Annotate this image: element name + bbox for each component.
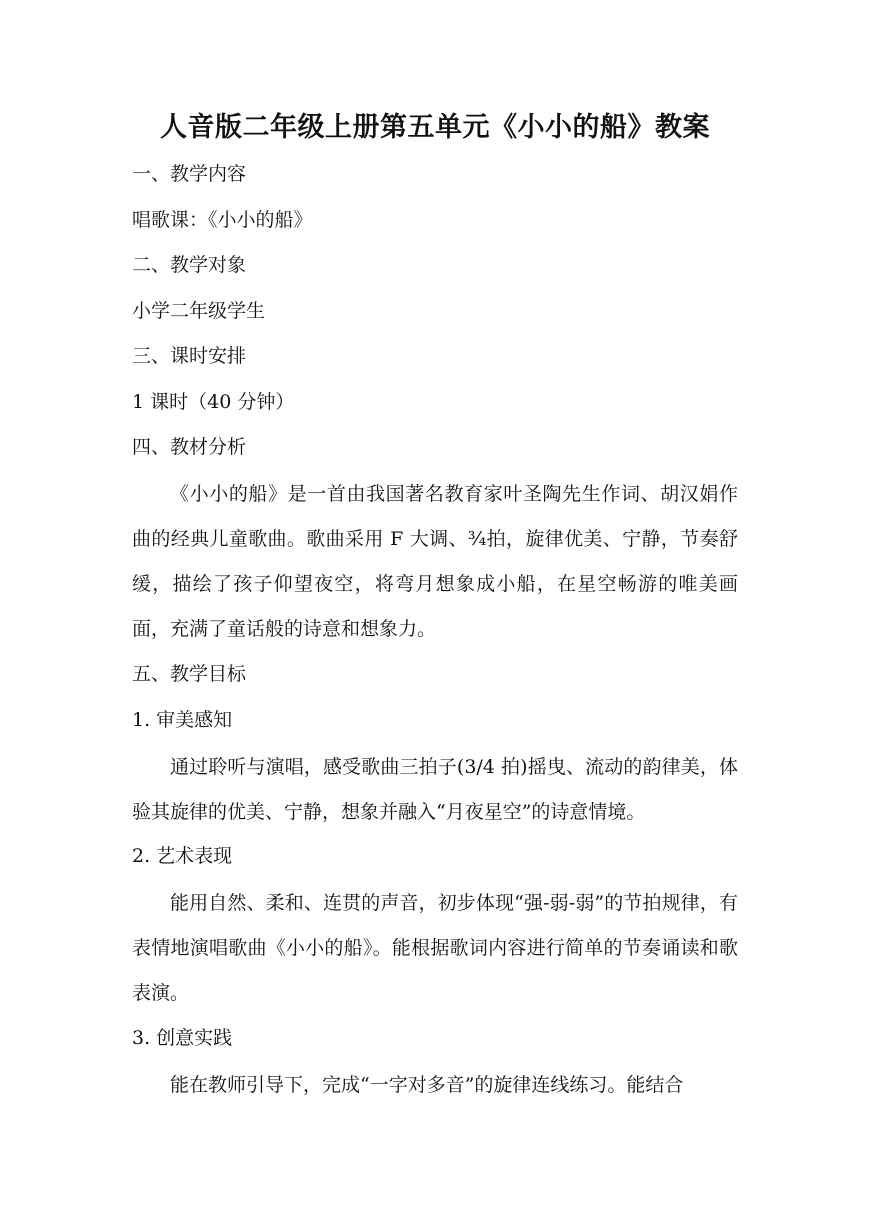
goal-paragraph-expression: 能用自然、柔和、连贯的声音，初步体现“强-弱-弱”的节拍规律，有表情地演唱歌曲《小小的船》。能根据歌词内容进行简单的节奏诵读和歌表演。 — [132, 892, 738, 1004]
section-heading-goals: 五、教学目标 — [132, 663, 247, 685]
section-heading-audience: 二、教学对象 — [132, 254, 247, 276]
goal-heading-creative: 3. 创意实践 — [132, 1027, 233, 1049]
section-heading-analysis: 四、教材分析 — [132, 436, 247, 458]
goal-heading-aesthetic: 1. 审美感知 — [132, 709, 233, 731]
section-heading-schedule: 三、课时安排 — [132, 345, 247, 367]
goal-heading-expression: 2. 艺术表现 — [132, 845, 233, 867]
goal-paragraph-creative: 能在教师引导下，完成“一字对多音”的旋律连线练习。能结合 — [170, 1074, 684, 1096]
analysis-paragraph: 《小小的船》是一首由我国著名教育家叶圣陶先生作词、胡汉娟作曲的经典儿童歌曲。歌曲采用 F 大调、¾拍，旋律优美、宁静，节奏舒缓，描绘了孩子仰望夜空，将弯月想象成小船，在星空畅游的唯美画面，充满了童话般的诗意和想象力。 — [132, 483, 738, 640]
document-title: 人音版二年级上册第五单元《小小的船》教案 — [160, 112, 710, 143]
goal-paragraph-aesthetic: 通过聆听与演唱，感受歌曲三拍子(3/4 拍)摇曳、流动的韵律美，体验其旋律的优美、宁静，想象并融入“月夜星空”的诗意情境。 — [132, 756, 738, 823]
section-heading-content: 一、教学内容 — [132, 163, 247, 185]
section-text-schedule: 1 课时（40 分钟） — [132, 391, 295, 413]
section-text-audience: 小学二年级学生 — [132, 300, 266, 322]
section-text-content: 唱歌课：《小小的船》 — [132, 209, 313, 231]
